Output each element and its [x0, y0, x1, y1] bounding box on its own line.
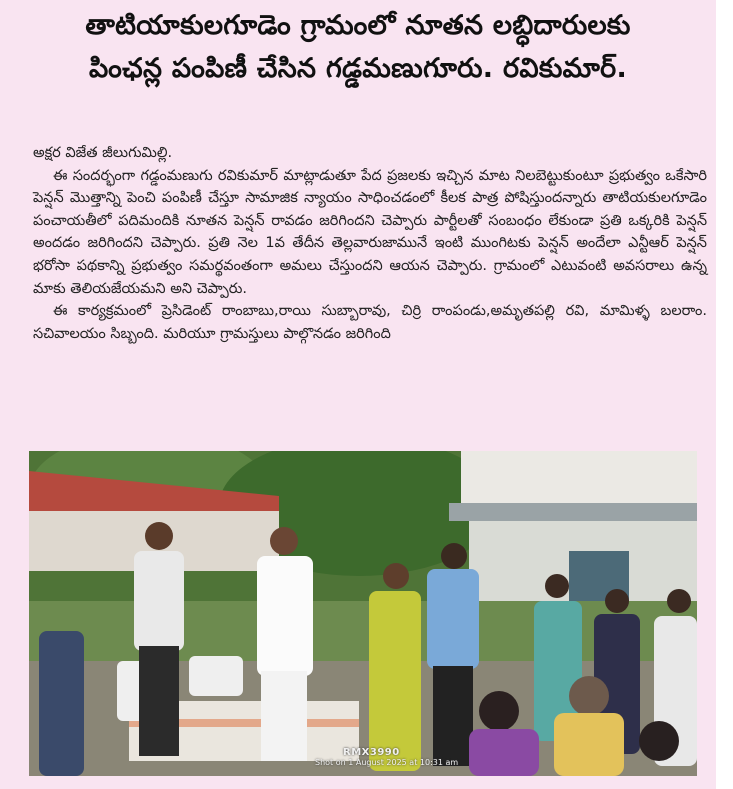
- headline: [0, 4, 716, 90]
- article-body: [33, 142, 707, 345]
- camera-mark: RMX3990: [343, 747, 400, 758]
- headline-line-2: పింఛన్ల పంపిణీ చేసిన గడ్డమణుగూరు. రవికుమార్.: [88, 53, 628, 84]
- photo-scene: [29, 451, 697, 776]
- photo-timestamp: [315, 747, 458, 767]
- news-photo: [29, 451, 697, 776]
- dateline: అక్షర విజేత జీలుగుమిల్లి.: [33, 145, 173, 161]
- article-paragraph-1: ఈ సందర్భంగా గడ్డంమణుగు రవికుమార్ మాట్లాడుతూ పేద ప్రజలకు ఇచ్చిన మాట నిలబెట్టుకుంటూ ప్రభుత్వం ఒకేసారి పెన్షన్ మొత్తాన్ని పెంచి పంపిణీ చేస్తూ సామాజిక న్యాయం సాధించడంలో కీలక పాత్ర పోషిస్తుందన్నారు తాటియకులగూడెం పంచాయతీలో పదిమందికి నూతన పెన్షన్ రావడం జరిగిందని చెప్పారు పార్టీలతో సంబంధం లేకుండా ప్రతి ఒక్కరికి పెన్షన్ అందడం జరిగిందని చెప్పారు. ప్రతి నెల 1వ తేదీన తెల్లవారుజామునే ఇంటి ముంగిటకు పెన్షన్ అందేలా ఎన్టీఆర్ పెన్షన్ భరోసా పథకాన్ని ప్రభుత్వం సమర్థవంతంగా అమలు చేస్తుందని ఆయన చెప్పారు. గ్రామంలో ఎటువంటి అవసరాలు ఉన్న మాకు తెలియజేయమని అని చెప్పారు.: [33, 167, 707, 297]
- article-paragraph-2: ఈ కార్యక్రమంలో ప్రెసిడెంట్ రాంబాబు,రాయి సుబ్బారావు, చిర్రి రాంపండు,అమృతపల్లి రవి, మామిళ్ళ బలరాం. సచివాలయం సిబ్బంది. మరియూ గ్రామస్తులు పాల్గొనడం జరిగింది: [33, 303, 707, 342]
- headline-line-1: తాటియాకులగూడెం గ్రామంలో నూతన లబ్ధిదారులకు: [85, 10, 631, 41]
- shot-time: Shot on 1 August 2025 at 10:31 am: [315, 758, 459, 767]
